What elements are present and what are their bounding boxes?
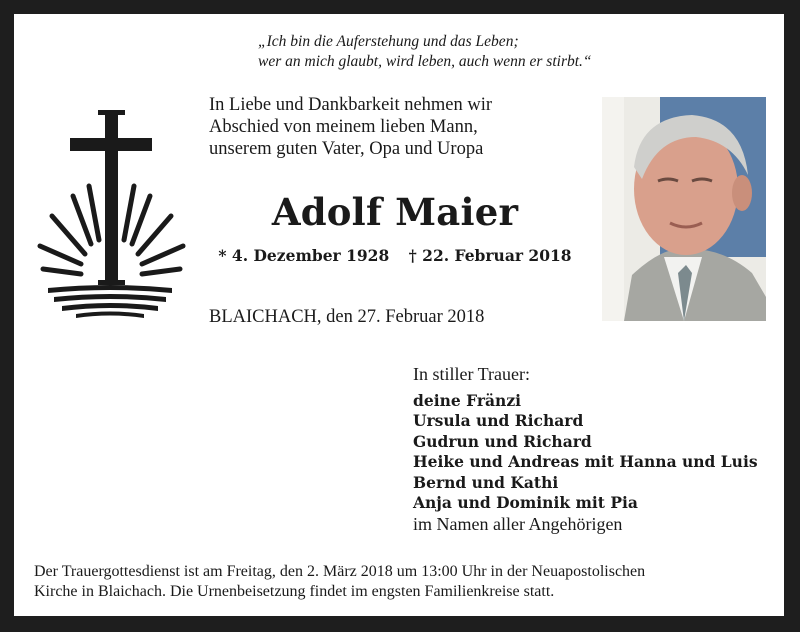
mourners-heading: In stiller Trauer: (413, 364, 530, 384)
mourner-name: deine Fränzi (413, 390, 522, 410)
bible-quote (258, 32, 758, 72)
mourner-name: Heike und Andreas mit Hanna und Luis (413, 452, 758, 471)
intro-line-1: In Liebe und Dankbarkeit nehmen wir (209, 95, 493, 115)
place-and-date: BLAICHACH, den 27. Februar 2018 (209, 307, 485, 327)
intro-line-2: Abschied von meinem lieben Mann, (209, 117, 478, 137)
birth-date: * 4. Dezember 1928 (218, 246, 390, 265)
farewell-intro (209, 94, 579, 160)
portrait-photo (602, 97, 766, 321)
footer-line-1: Der Trauergottesdienst ist am Freitag, den 2. März 2018 um 13:00 Uhr in der Neuapostolischen (34, 563, 646, 580)
intro-line-3: unserem guten Vater, Opa und Uropa (209, 139, 484, 159)
mourner-name: Ursula und Richard (413, 411, 584, 430)
portrait-image (602, 97, 766, 321)
mourner-name: Gudrun und Richard (413, 431, 592, 451)
mourner-name: Bernd und Kathi (413, 472, 559, 492)
mourner-name: Anja und Dominik mit Pia (413, 493, 638, 512)
cross-with-sunrise-and-waves-icon (30, 100, 190, 325)
footer-line-2: Kirche in Blaichach. Die Urnenbeisetzung findet im engsten Familienkreise statt. (34, 583, 555, 600)
service-information (34, 562, 769, 602)
mourners-closing: im Namen aller Angehörigen (413, 513, 623, 534)
deceased-name: Adolf Maier (271, 190, 519, 234)
quote-line-1: „Ich bin die Auferstehung und das Leben; (258, 33, 519, 50)
quote-line-2: wer an mich glaubt, wird leben, auch wenn er stirbt.“ (258, 53, 592, 70)
death-date: † 22. Februar 2018 (408, 246, 572, 265)
life-dates (210, 246, 580, 265)
mourners-list (413, 364, 773, 534)
